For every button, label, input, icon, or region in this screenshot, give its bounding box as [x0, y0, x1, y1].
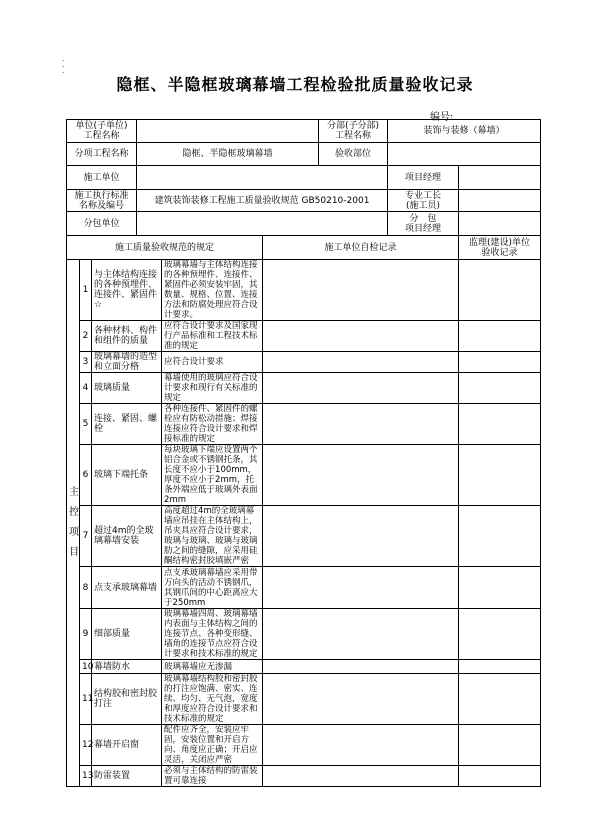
- supervisor-cell[interactable]: [459, 725, 541, 766]
- item-project-label: 分项工程名称: [67, 143, 137, 166]
- project-manager-label: 项目经理: [388, 166, 459, 190]
- item-row: [67, 674, 541, 725]
- item-standard: 玻璃幕墙与主体结构连接的各种预埋件、连接件、紧固件必须安装牢固，其数量、规格、位置、连接方法和防腐处理应符合设计要求。: [162, 260, 263, 321]
- doc-number-label: 编号:: [430, 112, 454, 123]
- supervisor-cell[interactable]: [459, 660, 541, 674]
- self-check-cell[interactable]: [263, 660, 459, 674]
- standard-label: 施工执行标准 名称及编号: [67, 190, 137, 212]
- foreman-label: 专业工长 (施工员): [388, 190, 459, 212]
- supervisor-cell[interactable]: [459, 445, 541, 506]
- item-name: 各种材料、构件和组件的质量: [92, 321, 162, 352]
- item-number: 8: [80, 567, 92, 609]
- item-number: 5: [80, 404, 92, 445]
- supervisor-cell[interactable]: [459, 352, 541, 373]
- supervisor-cell[interactable]: [459, 674, 541, 725]
- item-row: [67, 445, 541, 506]
- supervisor-cell[interactable]: [459, 609, 541, 660]
- self-check-cell[interactable]: [263, 445, 459, 506]
- item-standard: 应符合设计要求: [162, 352, 263, 373]
- item-row: [67, 373, 541, 404]
- item-number: 3: [80, 352, 92, 373]
- supervisor-cell[interactable]: [459, 404, 541, 445]
- inspection-part-label: 验收部位: [319, 143, 388, 166]
- subcontractor-value[interactable]: [137, 212, 388, 236]
- item-row: [67, 766, 541, 787]
- item-row: [67, 260, 541, 321]
- item-standard: 配件应齐全，安装应牢固，安装位置和开启方向、角度应正确；开启应灵活，关闭应严密: [162, 725, 263, 766]
- item-name: 结构胶和密封胶打注: [92, 674, 162, 725]
- item-number: 1: [80, 260, 92, 321]
- item-name: 点支承玻璃幕墙: [92, 567, 162, 609]
- item-standard: 玻璃幕墙应无渗漏: [162, 660, 263, 674]
- item-row: [67, 609, 541, 660]
- supervisor-cell[interactable]: [459, 260, 541, 321]
- standard-value[interactable]: 建筑装饰装修工程施工质量验收规范 GB50210-2001: [137, 190, 388, 212]
- item-name: 幕墙防水: [92, 660, 162, 674]
- self-check-cell[interactable]: [263, 674, 459, 725]
- item-name: 玻璃下端托条: [92, 445, 162, 506]
- item-row: [67, 725, 541, 766]
- supervisor-cell[interactable]: [459, 373, 541, 404]
- item-name: 防雷装置: [92, 766, 162, 787]
- main-control-items-label: 主 控 项 目: [67, 260, 80, 787]
- item-row: [67, 660, 541, 674]
- foreman-value[interactable]: [459, 190, 541, 212]
- item-number: 2: [80, 321, 92, 352]
- item-number: 13: [80, 766, 92, 787]
- item-standard: 点支承玻璃幕墙应采用带万向头的活动不锈钢爪，其钢爪间的中心距离应大于250mm: [162, 567, 263, 609]
- unit-project-value[interactable]: [137, 120, 319, 143]
- sub-project-value[interactable]: 装饰与装修（幕墙）: [388, 120, 541, 143]
- item-standard: 玻璃幕墙四周、玻璃幕墙内表面与主体结构之间的连接节点、各种变形缝、墙角的连接节点应符合设计要求和技术标准的规定: [162, 609, 263, 660]
- sub-project-label: 分部(子分部) 工程名称: [319, 120, 388, 143]
- item-row: [67, 352, 541, 373]
- supervisor-column-header: 监理(建设)单位 验收记录: [459, 236, 541, 260]
- item-row: [67, 321, 541, 352]
- sub-manager-label: 分 包 项目经理: [388, 212, 459, 236]
- item-standard: 幕墙使用的玻璃应符合设计要求和现行有关标准的规定: [162, 373, 263, 404]
- self-check-cell[interactable]: [263, 404, 459, 445]
- margin-marks: · · ·: [62, 57, 65, 77]
- item-number: 11: [80, 674, 92, 725]
- self-check-cell[interactable]: [263, 567, 459, 609]
- supervisor-cell[interactable]: [459, 567, 541, 609]
- item-number: 10: [80, 660, 92, 674]
- self-check-cell[interactable]: [263, 609, 459, 660]
- item-name: 幕墙开启窗: [92, 725, 162, 766]
- item-name: 细部质量: [92, 609, 162, 660]
- item-standard: 每块玻璃下端应设置两个铝合金或不锈钢托条，其长度不应小于100mm，厚度不应小于2mm，托条外端应低于玻璃外表面2mm: [162, 445, 263, 506]
- subcontractor-label: 分包单位: [67, 212, 137, 236]
- item-standard: 高度超过4m的全玻璃幕墙应吊挂在主体结构上，吊夹具应符合设计要求，玻璃与玻璃、玻璃与玻璃肋之间的缝隙，应采用硅酮结构密封胶填嵌严密: [162, 506, 263, 567]
- self-check-cell[interactable]: [263, 506, 459, 567]
- standard-column-header: 施工质量验收规范的规定: [67, 236, 263, 260]
- constructor-value[interactable]: [137, 166, 388, 190]
- item-number: 6: [80, 445, 92, 506]
- item-standard: 应符合设计要求及国家现行产品标准和工程技术标准的规定: [162, 321, 263, 352]
- self-check-cell[interactable]: [263, 766, 459, 787]
- item-name: 玻璃幕墙的造型和立面分格: [92, 352, 162, 373]
- self-check-cell[interactable]: [263, 373, 459, 404]
- item-standard: 玻璃幕墙结构胶和密封胶的打注应饱满、密实、连续、均匀、无气泡，宽度和厚度应符合设计要求和技术标准的规定: [162, 674, 263, 725]
- self-check-cell[interactable]: [263, 321, 459, 352]
- item-project-value[interactable]: 隐框、半隐框玻璃幕墙: [137, 143, 319, 166]
- self-check-cell[interactable]: [263, 725, 459, 766]
- item-standard: 各种连接件、紧固件的螺栓应有防松动措施；焊接连接应符合设计要求和焊接标准的规定: [162, 404, 263, 445]
- item-standard: 必须与主体结构的防雷装置可靠连接: [162, 766, 263, 787]
- item-number: 4: [80, 373, 92, 404]
- inspection-part-value[interactable]: [388, 143, 541, 166]
- inspection-record-table: [66, 119, 541, 787]
- item-name: 玻璃质量: [92, 373, 162, 404]
- supervisor-cell[interactable]: [459, 506, 541, 567]
- unit-project-label: 单位(子单位) 工程名称: [67, 120, 137, 143]
- item-number: 9: [80, 609, 92, 660]
- item-number: 12: [80, 725, 92, 766]
- item-name: 连接、紧固、螺栓: [92, 404, 162, 445]
- project-manager-value[interactable]: [459, 166, 541, 190]
- self-check-cell[interactable]: [263, 260, 459, 321]
- item-row: [67, 506, 541, 567]
- item-row: [67, 567, 541, 609]
- self-check-column-header: 施工单位自检记录: [263, 236, 459, 260]
- item-name: 超过4m的全玻璃幕墙安装: [92, 506, 162, 567]
- page-title: 隐框、半隐框玻璃幕墙工程检验批质量验收记录: [116, 75, 474, 94]
- supervisor-cell[interactable]: [459, 321, 541, 352]
- self-check-cell[interactable]: [263, 352, 459, 373]
- item-name: 与主体结构连接的各种预埋件、连接件、紧固件☆: [92, 260, 162, 321]
- constructor-label: 施工单位: [67, 166, 137, 190]
- sub-manager-value[interactable]: [459, 212, 541, 236]
- supervisor-cell[interactable]: [459, 766, 541, 787]
- item-row: [67, 404, 541, 445]
- item-number: 7: [80, 506, 92, 567]
